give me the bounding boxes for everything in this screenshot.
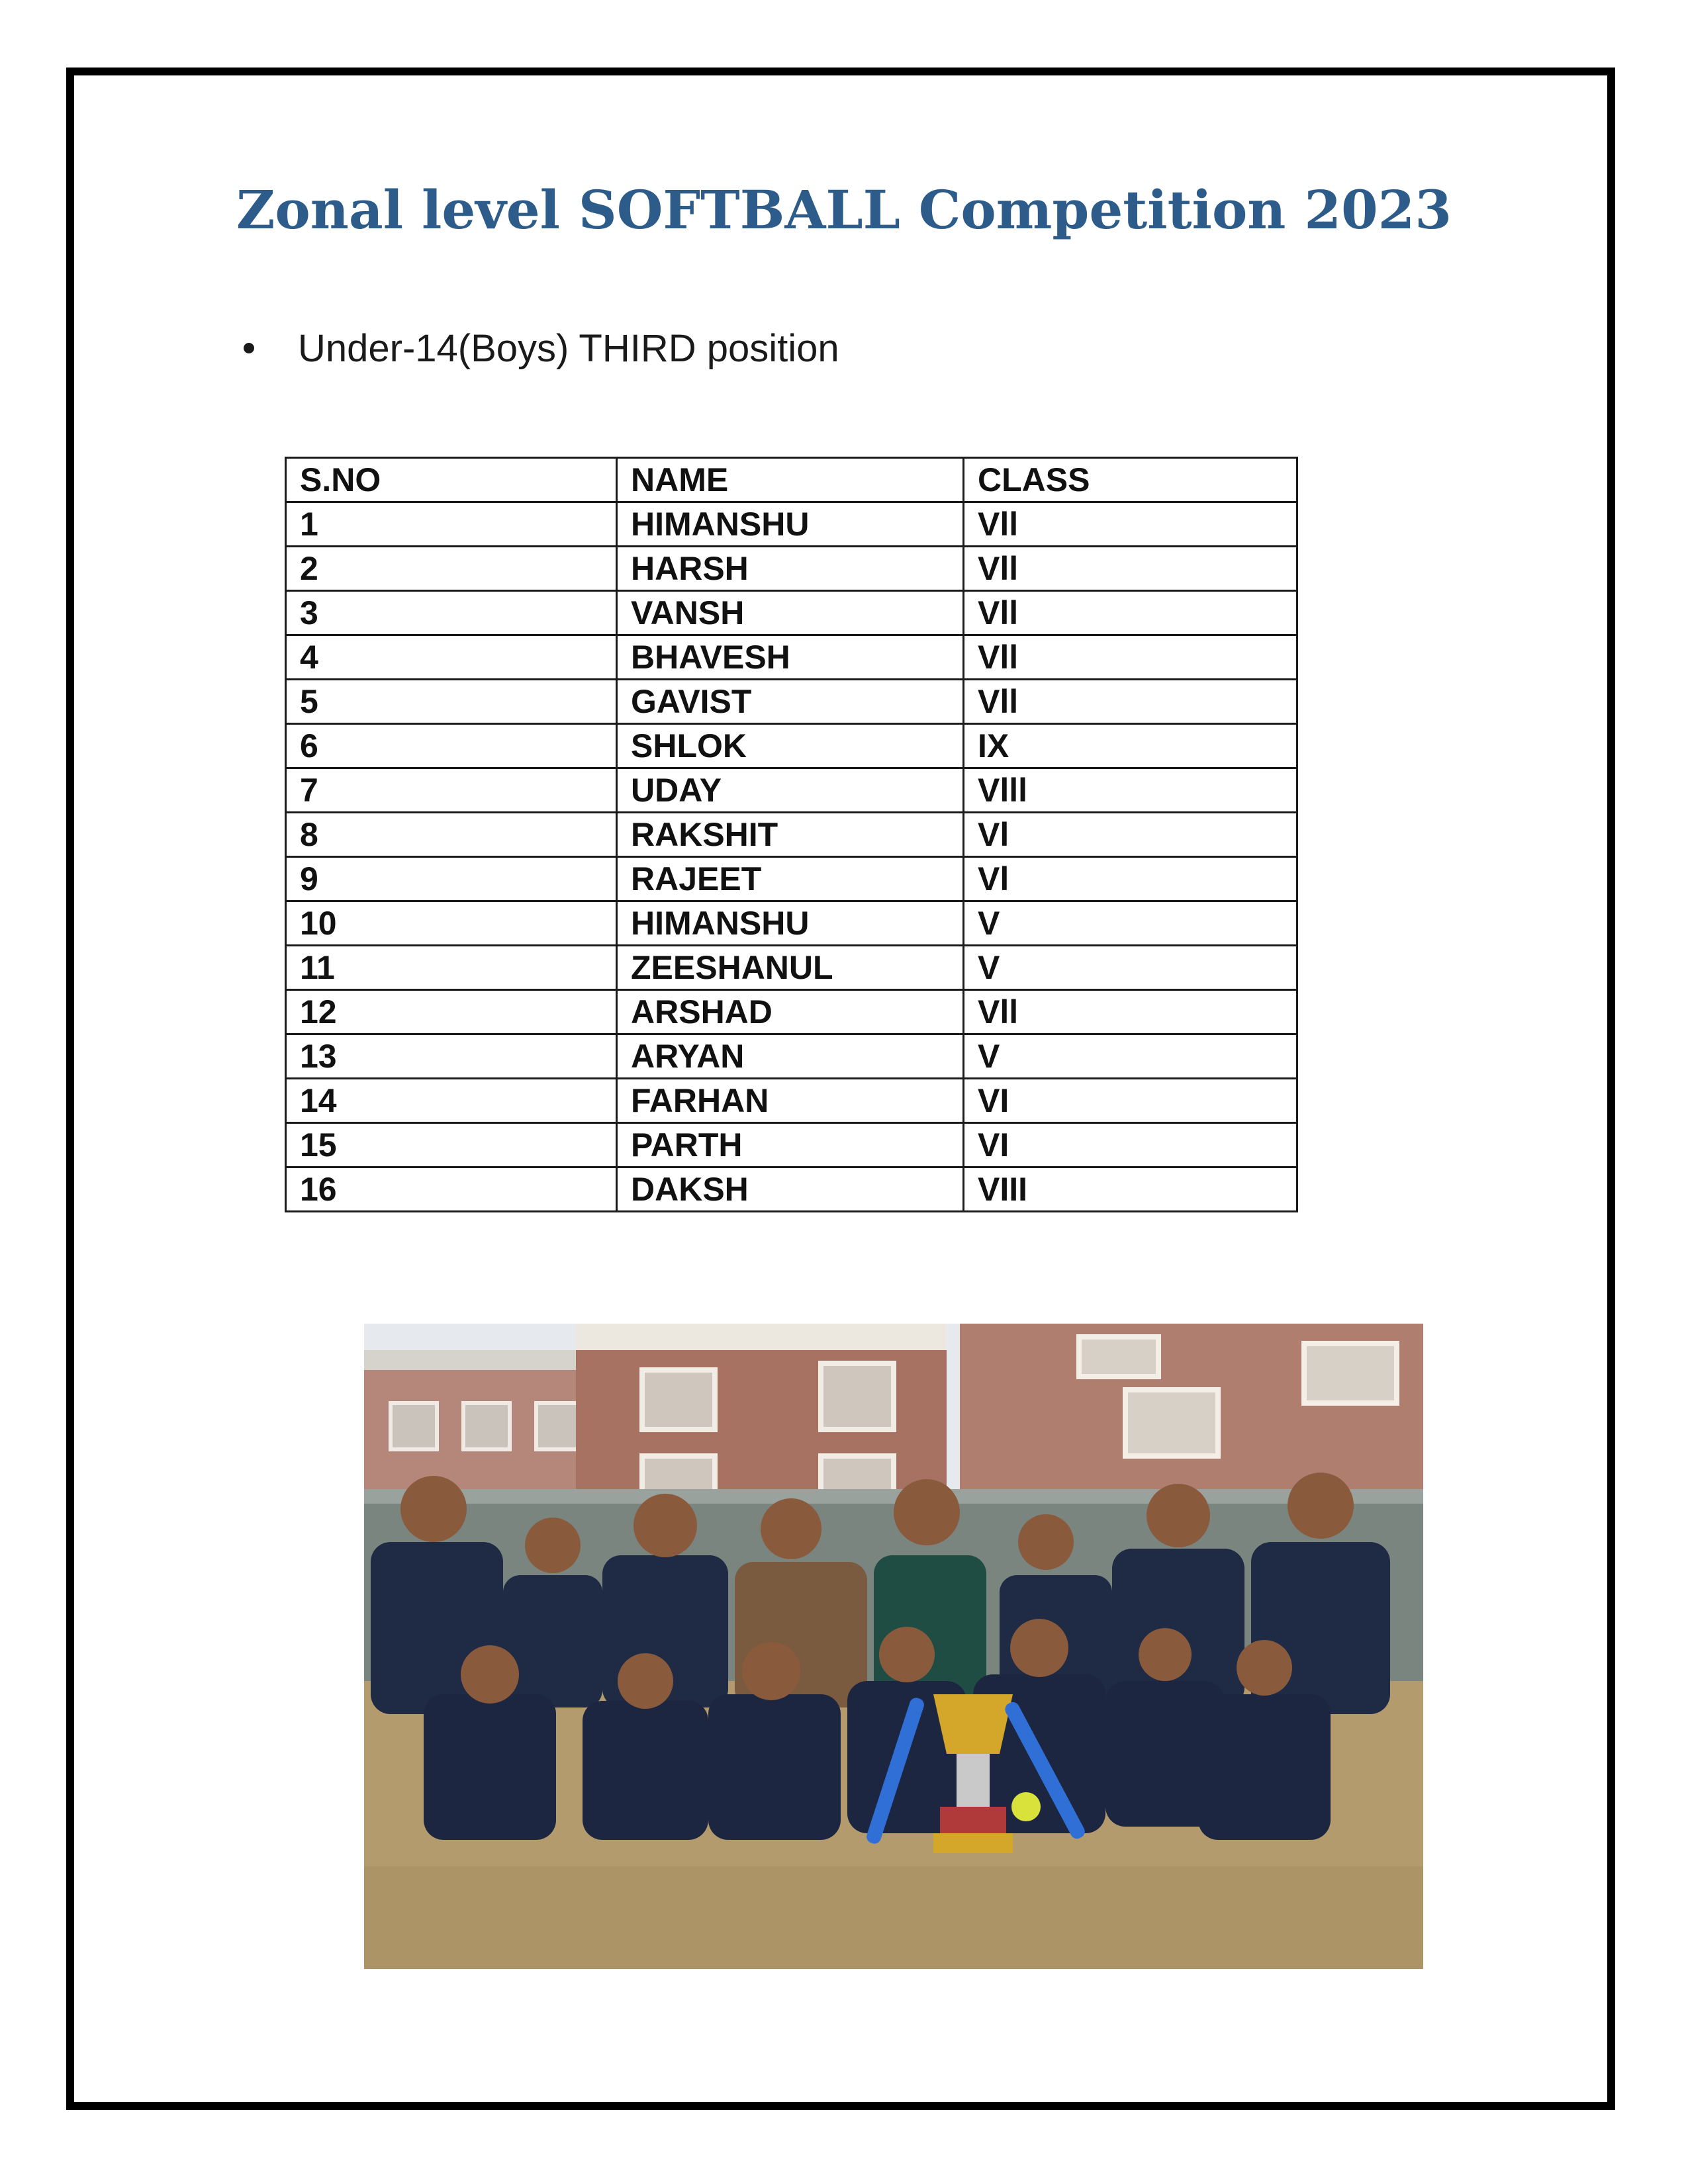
cell-name: SHLOK bbox=[617, 724, 964, 768]
cell-sno: 8 bbox=[286, 813, 617, 857]
cell-name: HIMANSHU bbox=[617, 502, 964, 547]
table-header-row bbox=[286, 458, 1297, 502]
table-row bbox=[286, 635, 1297, 680]
cell-class: Vll bbox=[964, 680, 1297, 724]
cell-sno: 3 bbox=[286, 591, 617, 635]
cell-sno: 12 bbox=[286, 990, 617, 1034]
header-name: NAME bbox=[617, 458, 964, 502]
cell-sno: 13 bbox=[286, 1034, 617, 1079]
header-class: CLASS bbox=[964, 458, 1297, 502]
bullet-icon bbox=[244, 343, 254, 353]
cell-class: VI bbox=[964, 1079, 1297, 1123]
table-row bbox=[286, 547, 1297, 591]
cell-class: IX bbox=[964, 724, 1297, 768]
cell-class: V bbox=[964, 946, 1297, 990]
table-row bbox=[286, 857, 1297, 901]
table-row bbox=[286, 502, 1297, 547]
cell-name: RAKSHIT bbox=[617, 813, 964, 857]
roster-table bbox=[285, 457, 1298, 1212]
cell-class: Vll bbox=[964, 547, 1297, 591]
cell-name: ARYAN bbox=[617, 1034, 964, 1079]
cell-sno: 1 bbox=[286, 502, 617, 547]
cell-sno: 7 bbox=[286, 768, 617, 813]
cell-sno: 6 bbox=[286, 724, 617, 768]
team-photo bbox=[364, 1324, 1423, 1969]
page-title: Zonal level SOFTBALL Competition 2023 bbox=[236, 179, 1452, 241]
table-row bbox=[286, 768, 1297, 813]
photo-building-right bbox=[960, 1324, 1423, 1509]
cell-name: HIMANSHU bbox=[617, 901, 964, 946]
table-row bbox=[286, 1167, 1297, 1212]
photo-ball bbox=[1011, 1792, 1041, 1821]
table-row bbox=[286, 591, 1297, 635]
cell-name: GAVIST bbox=[617, 680, 964, 724]
cell-name: ZEESHANUL bbox=[617, 946, 964, 990]
cell-sno: 10 bbox=[286, 901, 617, 946]
table-body bbox=[286, 502, 1297, 1212]
table-row bbox=[286, 1079, 1297, 1123]
cell-sno: 11 bbox=[286, 946, 617, 990]
cell-sno: 2 bbox=[286, 547, 617, 591]
cell-name: HARSH bbox=[617, 547, 964, 591]
cell-class: Vl bbox=[964, 813, 1297, 857]
cell-name: PARTH bbox=[617, 1123, 964, 1167]
cell-name: FARHAN bbox=[617, 1079, 964, 1123]
cell-sno: 14 bbox=[286, 1079, 617, 1123]
cell-sno: 16 bbox=[286, 1167, 617, 1212]
table-row bbox=[286, 946, 1297, 990]
cell-name: VANSH bbox=[617, 591, 964, 635]
cell-name: ARSHAD bbox=[617, 990, 964, 1034]
cell-class: VIII bbox=[964, 1167, 1297, 1212]
cell-name: UDAY bbox=[617, 768, 964, 813]
table-row bbox=[286, 680, 1297, 724]
table-row bbox=[286, 724, 1297, 768]
cell-class: Vll bbox=[964, 990, 1297, 1034]
cell-name: DAKSH bbox=[617, 1167, 964, 1212]
table-row bbox=[286, 901, 1297, 946]
cell-sno: 9 bbox=[286, 857, 617, 901]
table-row bbox=[286, 990, 1297, 1034]
table-row bbox=[286, 813, 1297, 857]
header-sno: S.NO bbox=[286, 458, 617, 502]
cell-class: VI bbox=[964, 1123, 1297, 1167]
table-row bbox=[286, 1034, 1297, 1079]
cell-sno: 5 bbox=[286, 680, 617, 724]
cell-name: RAJEET bbox=[617, 857, 964, 901]
cell-class: V bbox=[964, 1034, 1297, 1079]
cell-class: Vll bbox=[964, 502, 1297, 547]
cell-class: Vll bbox=[964, 591, 1297, 635]
table-row bbox=[286, 1123, 1297, 1167]
bullet-item bbox=[244, 322, 839, 375]
cell-class: Vll bbox=[964, 635, 1297, 680]
cell-class: Vlll bbox=[964, 768, 1297, 813]
cell-sno: 15 bbox=[286, 1123, 617, 1167]
cell-class: Vl bbox=[964, 857, 1297, 901]
cell-class: V bbox=[964, 901, 1297, 946]
bullet-text: Under-14(Boys) THIRD position bbox=[298, 326, 839, 370]
cell-name: BHAVESH bbox=[617, 635, 964, 680]
cell-sno: 4 bbox=[286, 635, 617, 680]
